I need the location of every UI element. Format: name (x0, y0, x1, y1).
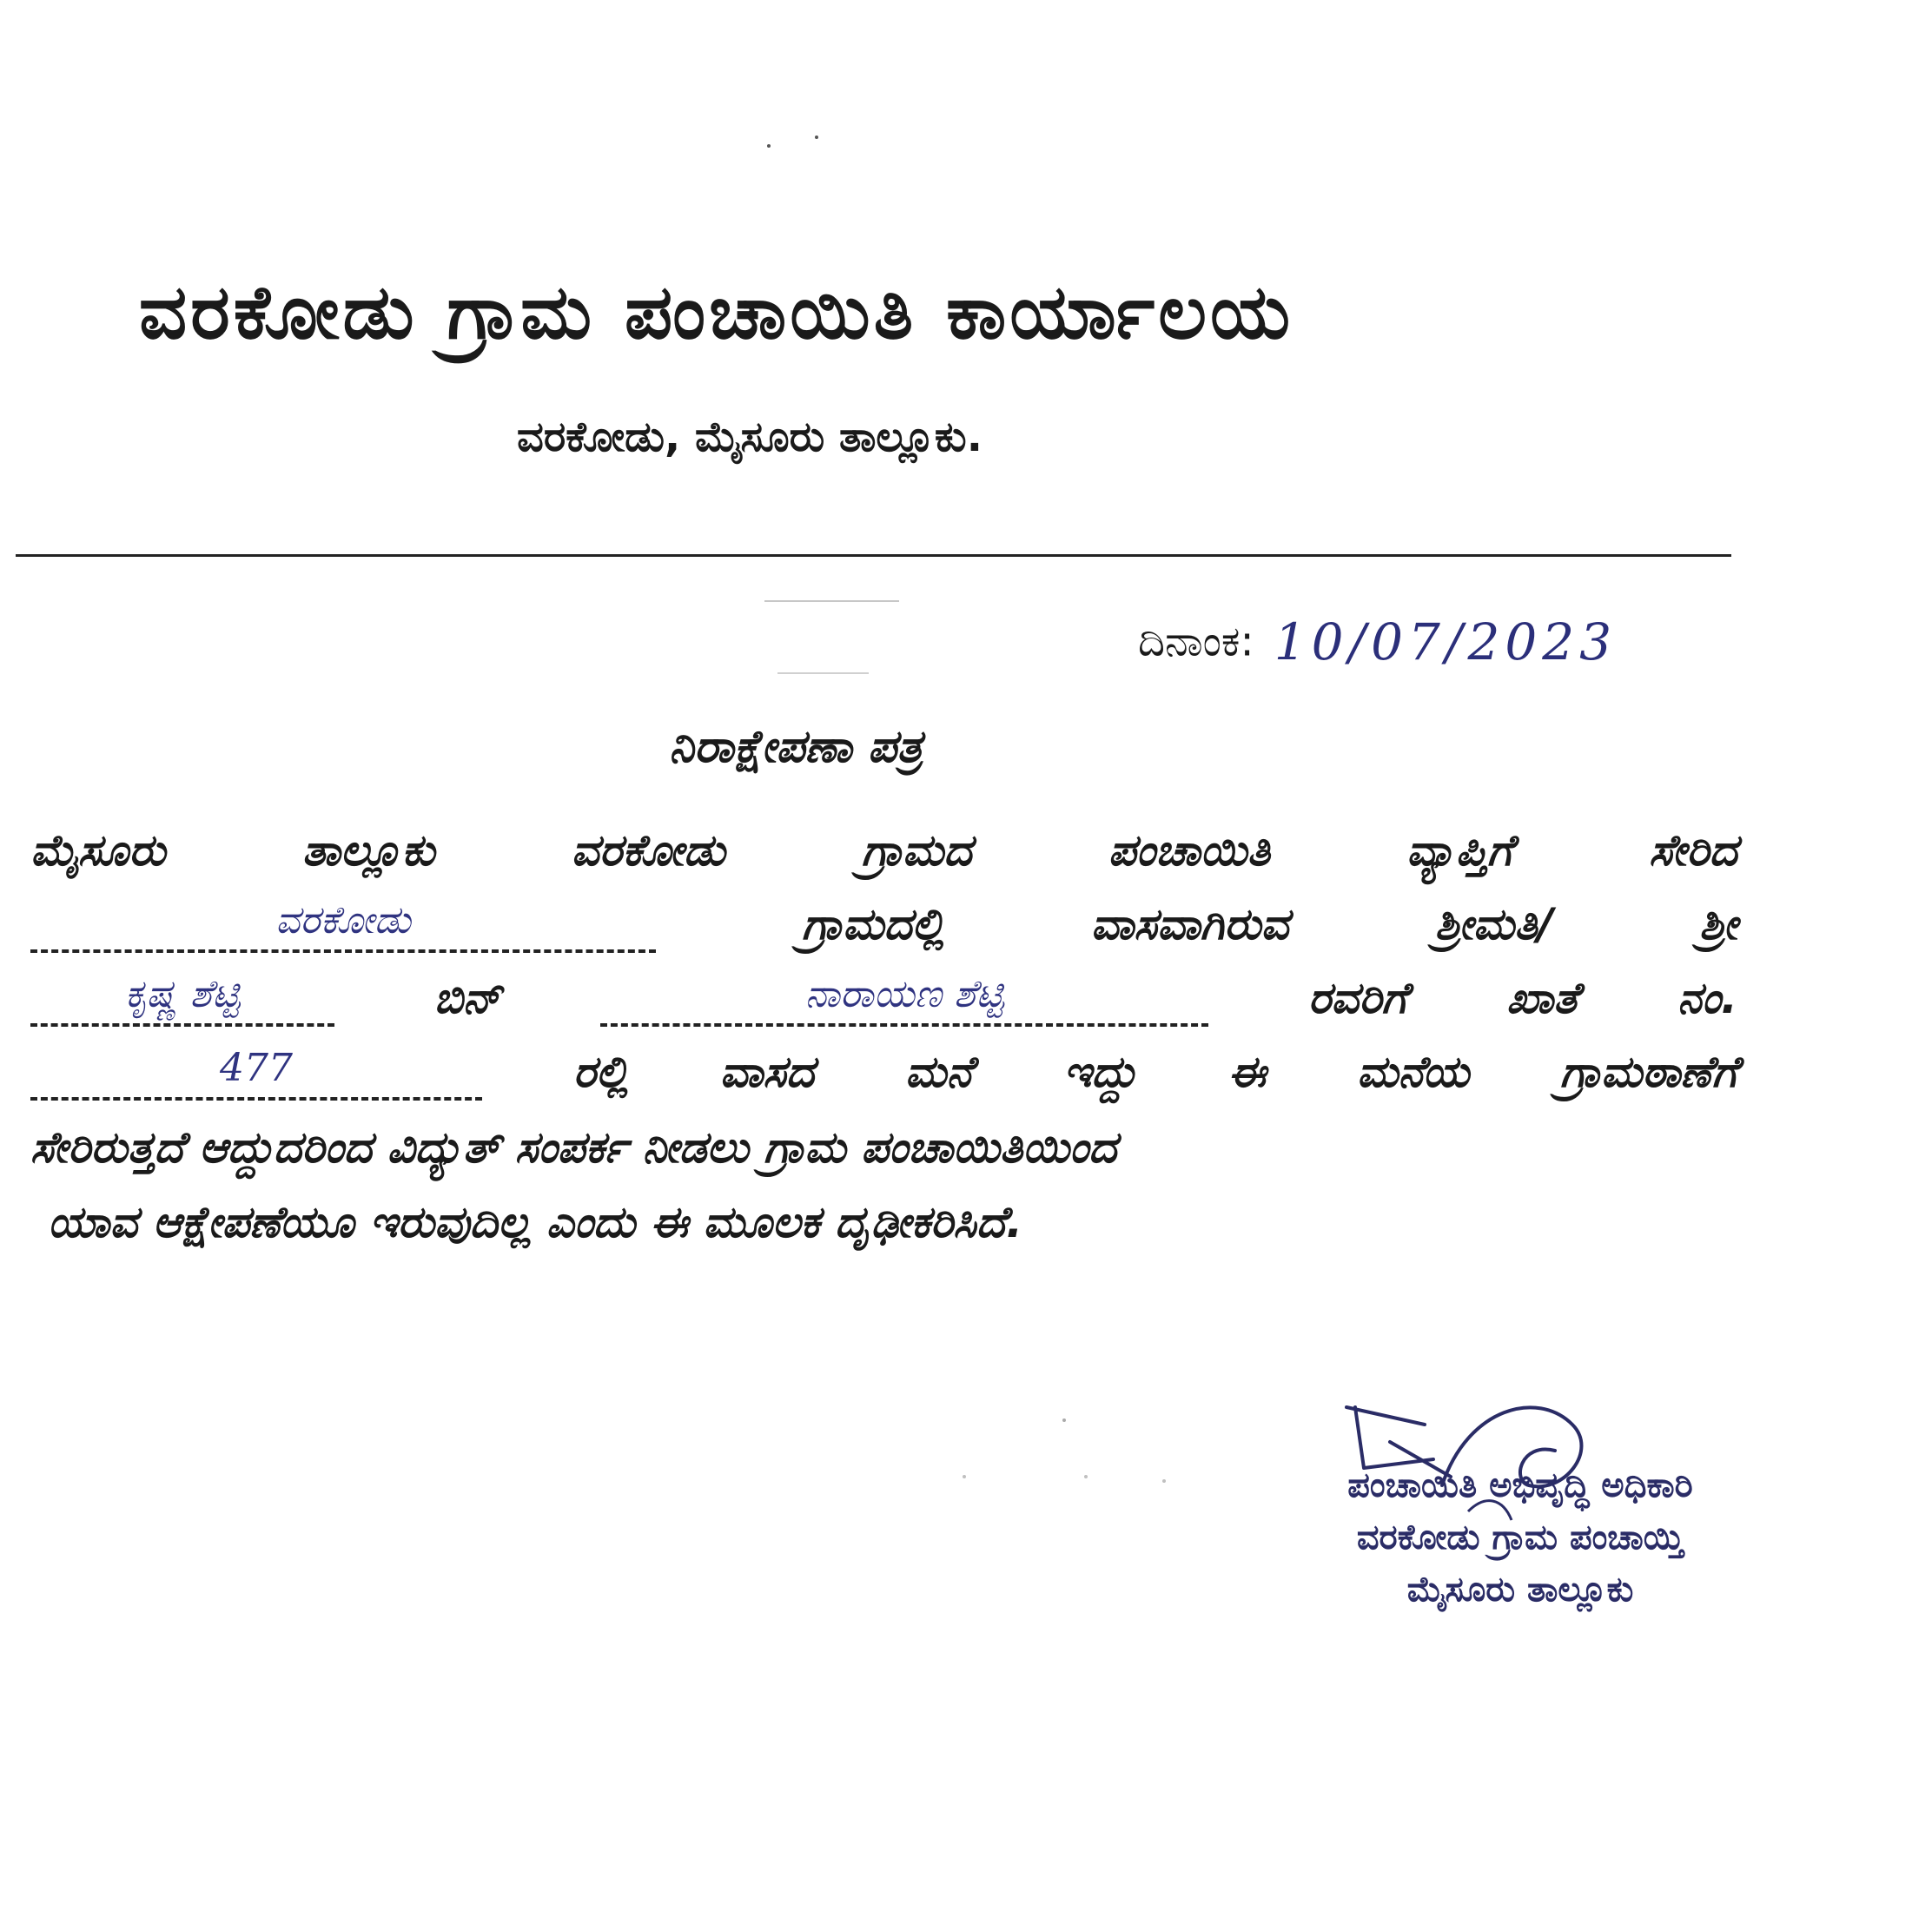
body-word: ಗ್ರಾಮದ (861, 824, 972, 876)
body-word: ವ್ಯಾಪ್ತಿಗೆ (1406, 824, 1513, 876)
body-word: ಶ್ರೀಮತಿ/ (1434, 898, 1553, 949)
body-word: ವಾಸವಾಗಿರುವ (1090, 898, 1289, 949)
body-word: ಸೇರಿದ (1649, 824, 1737, 876)
signatory-office: ವರಕೋಡು ಗ್ರಾಮ ಪಂಚಾಯ್ತಿ (1356, 1518, 1684, 1557)
signatory-stamp (1268, 1459, 1772, 1616)
name-blank (30, 972, 334, 1027)
body-line-1 (30, 817, 1737, 884)
body-word: ಗ್ರಾಮದಲ್ಲಿ (802, 898, 945, 949)
village-blank (30, 898, 656, 953)
body-line-2 (30, 890, 1737, 958)
khata-blank (30, 1046, 482, 1101)
body-line-3 (30, 964, 1737, 1032)
body-word: ಈ (1227, 1046, 1267, 1097)
date-row (1138, 612, 1617, 691)
body-word: ಮೈಸೂರು (30, 824, 166, 876)
signatory-taluk: ಮೈಸೂರು ತಾಲ್ಲೂಕು (1406, 1570, 1634, 1610)
body-word: ರಲ್ಲಿ (572, 1046, 629, 1097)
body-word: ನಂ. (1677, 972, 1737, 1023)
body-line-5: ಸೇರಿರುತ್ತದೆ ಆದ್ದುದರಿಂದ ವಿದ್ಯುತ್ ಸಂಪರ್ಕ ನೀಡಲು ಗ್ರಾಮ ಪಂಚಾಯಿತಿಯಿಂದ (30, 1121, 1117, 1173)
father-name-handwritten: ನಾರಾಯಣ ಶೆಟ್ಟಿ (804, 972, 1004, 1016)
date-value: 10/07/2023 (1274, 612, 1618, 671)
village-handwritten: ವರಕೋಡು (275, 898, 411, 942)
body-word: ರವರಿಗೆ (1307, 972, 1407, 1023)
office-address: ವರಕೋಡು, ಮೈಸೂರು ತಾಲ್ಲೂಕು. (517, 413, 983, 461)
body-word: ಬಿನ್ (433, 972, 501, 1023)
name-handwritten: ಕೃಷ್ಣ ಶೆಟ್ಟಿ (124, 972, 241, 1016)
father-name-blank (600, 972, 1208, 1027)
khata-handwritten: 477 (220, 1046, 293, 1090)
office-title: ವರಕೋಡು ಗ್ರಾಮ ಪಂಚಾಯಿತಿ ಕಾರ್ಯಾಲಯ (139, 269, 1294, 356)
body-word: ವರಕೋಡು (571, 824, 725, 876)
body-word: ಪಂಚಾಯಿತಿ (1108, 824, 1270, 876)
body-line-4 (30, 1038, 1737, 1106)
body-word: ಖಾತೆ (1506, 972, 1578, 1023)
body-word: ಮನೆಯ (1357, 1046, 1470, 1097)
body-word: ಗ್ರಾಮಠಾಣೆಗೆ (1560, 1046, 1737, 1097)
body-word: ವಾಸದ (719, 1046, 815, 1097)
body-word: ತಾಲ್ಲೂಕು (301, 824, 435, 876)
body-word: ಮನೆ (904, 1046, 973, 1097)
body-word: ಇದ್ದು (1062, 1046, 1138, 1097)
header-divider (16, 554, 1731, 557)
body-line-6: ಯಾವ ಆಕ್ಷೇಪಣೆಯೂ ಇರುವುದಿಲ್ಲ ಎಂದು ಈ ಮೂಲಕ ದೃಢೀಕರಿಸಿದೆ. (48, 1196, 1023, 1247)
document-heading: ನಿರಾಕ್ಷೇಪಣಾ ಪತ್ರ (669, 721, 923, 773)
date-label: ದಿನಾಂಕ: (1138, 617, 1254, 666)
signatory-designation: ಪಂಚಾಯಿತಿ ಅಭಿವೃದ್ಧಿ ಅಧಿಕಾರಿ (1347, 1465, 1693, 1505)
body-word: ಶ್ರೀ (1698, 898, 1737, 949)
